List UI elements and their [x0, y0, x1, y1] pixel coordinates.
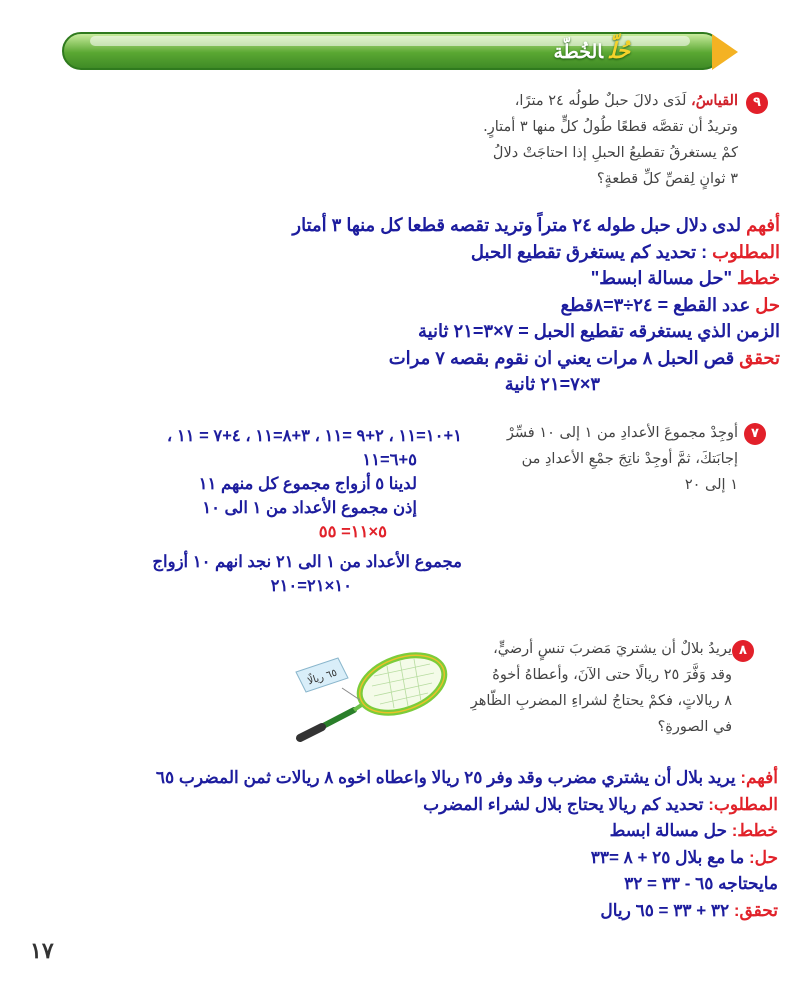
- problem-number-9: ٩: [746, 92, 768, 114]
- problem8-line3: ٨ ريالاتٍ، فكمْ يحتاجُ لشراءِ المضربِ الظّاهرِ: [470, 693, 732, 709]
- answer-line: المطلوب: تحديد كم ريالا يحتاج بلال لشراء المضرب: [423, 794, 778, 814]
- problem7-text: [438, 420, 738, 498]
- answer-line: خطط: حل مسالة ابسط: [609, 821, 778, 840]
- answer-line: أفهم: يريد بلال أن يشتري مضرب وقد وفر ٢٥ ريالا واعطاه اخوه ٨ ريالات ثمن المضرب ٦٥: [155, 768, 778, 787]
- problem-number-8: ٨: [732, 640, 754, 662]
- answer-line: المطلوب : تحديد كم يستغرق تقطيع الحبل: [470, 241, 780, 262]
- problem9-line2: وتريدُ أن تقصَّه قطعًا طُولُ كلٍّ منها ٣ أمتارٍ.: [483, 119, 738, 135]
- answer-line: خطط "حل مسالة ابسط": [590, 268, 780, 288]
- problem9-line3: كمْ يستغرقُ تقطيعُ الحبلِ إذا احتاجَتْ دلالُ: [492, 145, 738, 161]
- problem-number-7: ٧: [744, 423, 766, 445]
- problem9-line4: ٣ ثوانٍ لِقصِّ كلِّ قطعةٍ؟: [596, 171, 738, 187]
- tennis-racket-image: [282, 648, 452, 748]
- answer-line: حل عدد القطع = ٢٤÷٣=٨قطع: [560, 294, 780, 315]
- racket-icon: [300, 648, 452, 738]
- problem8-line1: يريدُ بلالٌ أن يشتريَ مَضربَ تنسٍ أرضيٍّ،: [493, 641, 732, 657]
- problem7-line2: إجابَتكَ، ثمَّ أوجِدْ ناتِجَ جمْعِ الأعدادِ من: [521, 451, 738, 467]
- problem8-text: [412, 636, 732, 740]
- answer-line: حل: ما مع بلال ٢٥ + ٨ =٣٣: [590, 847, 778, 867]
- price-tag-icon: [296, 658, 360, 700]
- problem7-line1: أوجِدْ مجموعَ الأعدادِ من ١ إلى ١٠ فسِّرْ: [506, 425, 738, 441]
- answer-line: ١٠×٢١=٢١٠: [270, 577, 352, 595]
- answer-line: مايحتاجه ٦٥ - ٣٣ = ٣٢: [624, 874, 778, 893]
- answer-line: أفهم لدى دلال حبل طوله ٢٤ متراً وتريد تقصه قطعا كل منها ٣ أمتار: [292, 215, 780, 235]
- problem9-answer: [20, 212, 780, 398]
- answer-line: ٣×٧=٢١ ثانية: [504, 374, 600, 394]
- section-title: [553, 38, 630, 64]
- banner-arrow-icon: [712, 34, 738, 70]
- answer-line: ٥×١١= ٥٥: [318, 523, 387, 541]
- answer-line: إذن مجموع الأعداد من ١ الى ١٠: [202, 499, 417, 517]
- problem8-answer: [18, 765, 778, 924]
- answer-line: ١+١٠=١١ ، ٢+٩ =١١ ، ٣+٨=١١ ، ٤+٧ = ١١ ،: [166, 427, 462, 445]
- title-rest: الخُطّة: [553, 41, 604, 63]
- price-tag-label: ٦٥ ريالًا: [306, 667, 339, 688]
- title-highlight: حُلّ: [609, 38, 630, 64]
- problem8-line4: في الصورةِ؟: [657, 719, 732, 735]
- answer-line: تحقق قص الحبل ٨ مرات يعني ان نقوم بقصه ٧ مرات: [388, 347, 780, 368]
- problem9-line1: القياسُ، لَدَى دلالَ حبلٌ طولُه ٢٤ مترًا،: [514, 92, 738, 109]
- answer-line: مجموع الأعداد من ١ الى ٢١ نجد انهم ١٠ أزواج: [152, 553, 462, 571]
- problem8-line2: وقد وَفَّرَ ٢٥ ريالًا حتى الآنَ، وأعطاهُ أخوهُ: [492, 667, 732, 683]
- answer-line: ٥+٦=١١: [362, 451, 417, 469]
- problem7-answer: [22, 424, 462, 598]
- answer-line: لدينا ٥ أزواج مجموع كل منهم ١١: [198, 475, 417, 493]
- problem9-label: القياسُ،: [691, 92, 738, 109]
- answer-line: الزمن الذي يستغرقه تقطيع الحبل = ٧×٣=٢١ ثانية: [417, 321, 780, 341]
- answer-line: تحقق: ٣٢ + ٣٣ = ٦٥ ريال: [600, 900, 778, 920]
- page-number: ١٧: [30, 938, 54, 964]
- problem7-line3: ١ إلى ٢٠: [684, 477, 738, 493]
- problem9-text: [298, 88, 738, 192]
